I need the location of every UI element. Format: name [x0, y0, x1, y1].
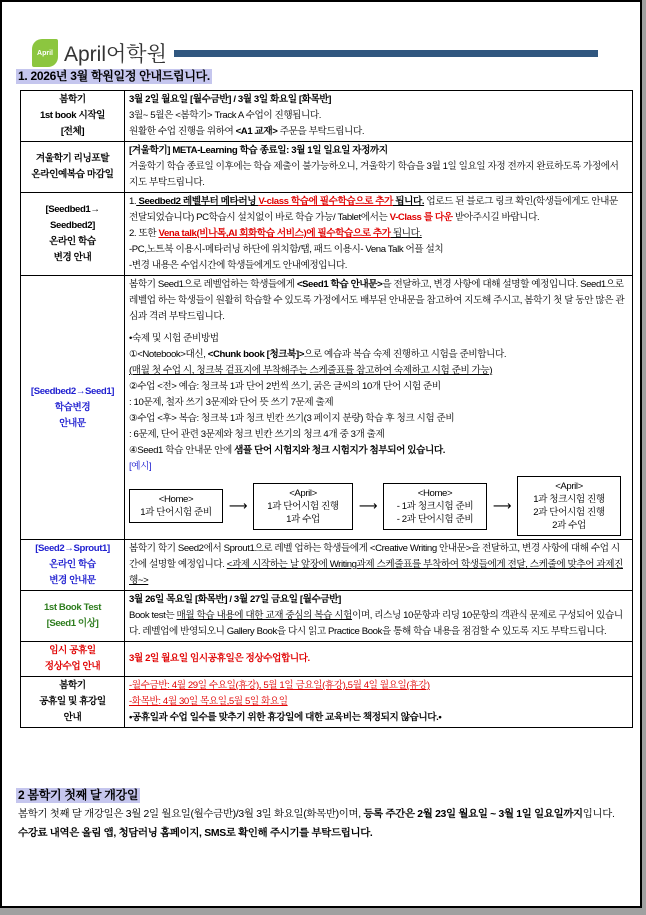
row-content-sprout-change: [125, 540, 633, 591]
text: 매월 학습 내용에 대한 교재 중심의 복습 시험: [176, 610, 353, 621]
holiday-notice: 3월 2일 월요일 임시공휴일은 정상수업합니다.: [129, 653, 310, 664]
label-line: [Seed2→Sprout1]: [35, 543, 110, 554]
flow-title: <Home>: [158, 494, 194, 505]
academy-name: April어학원: [64, 43, 167, 66]
row-label-seed1-change: [21, 276, 125, 540]
label-line: [Seedbed2→Seed1]: [30, 385, 115, 397]
table-row: [21, 142, 633, 193]
row-content-seed1-change: [125, 276, 633, 540]
text: ④Seed1 학습 안내문 안에: [129, 445, 235, 456]
row-content-spring-start: [125, 91, 633, 142]
text: 이며, 리스닝 10문항과 리딩 10문항의 객관식 문제로 구성되어 있습니다. 레벨업에 반영되오니 Gallery Book을 다시 읽고 Practice Book을 통해 학습 내용을 점검할 수 있도록 지도 부탁드립니다.: [129, 610, 623, 637]
flow-line: 1과 청크시험 진행: [533, 494, 605, 505]
flow-title: <April>: [555, 481, 583, 492]
text: 봄학기 학기 Seed2에서 Sprout1으로 레벨 업하는 학생들에게 <Creative Writing 안내문>을 전달하고, 변경 사항에 대해 수업 시간에 설명할 예정입니다.: [129, 543, 620, 570]
deadline-title: [겨울학기] META-Learning 학습 종료일: 3월 1일 일요일 자정까지: [129, 145, 388, 156]
text: 주문을 부탁드립니다.: [277, 126, 365, 137]
row-label-holiday-class: [21, 642, 125, 677]
row-content-holidays: [125, 677, 633, 728]
label-line: [전체]: [60, 126, 85, 137]
book-name: <A1 교재>: [235, 126, 278, 137]
label-line: 1st Book Test: [44, 602, 101, 613]
row-content-winter-deadline: [125, 142, 633, 193]
flow-box-home-2: [383, 483, 487, 530]
header: [32, 38, 167, 68]
arrow-right-icon: ⟶: [492, 498, 512, 513]
registration-period: 등록 주간은 2월 23일 월요일 ~ 3월 1일 일요일까지: [363, 809, 583, 820]
text: 원활한 수업 진행을 위하여: [129, 126, 236, 137]
text: 받아주시길 바랍니다.: [452, 212, 540, 223]
step-1: [129, 347, 628, 363]
text: 됩니다.: [392, 196, 425, 207]
flow-line: 2과 수업: [552, 520, 586, 531]
start-dates: 3월 2일 월요일 [월수금반] / 3월 3일 화요일 [화목반]: [129, 94, 332, 105]
row-content-holiday-class: [125, 642, 633, 677]
label-line: 봄학기: [59, 680, 86, 691]
row-content-seedbed-change: [125, 193, 633, 276]
attachment-note: 샘플 단어 시험지와 청크 시험지가 첨부되어 있습니다.: [234, 445, 446, 456]
step-4: [129, 443, 628, 459]
row-label-holidays: [21, 677, 125, 728]
label-line: 안내문: [59, 417, 86, 429]
text: ①<Notebook>대신,: [129, 349, 208, 360]
label-line: 학습변경: [54, 401, 91, 413]
flow-title: <April>: [289, 487, 317, 499]
schedule-note: <과제 시작하는 날 앞장에 Writing과제 스케줄표를 부착하여 학생들에게 전달, 스케줄에 맞추어 과제진행~>: [129, 559, 623, 586]
label-line: 변경 안내문: [49, 575, 96, 586]
step-2: ②수업 <전> 예습: 청크북 1과 단어 2번씩 쓰기, 굵은 글씨의 10개 단어 시험 준비: [129, 381, 441, 392]
row-label-seedbed-change: [21, 193, 125, 276]
logo-badge-text: April: [37, 49, 53, 57]
text: 업로드 된 블로그 링크 확인(학생들에게도 안내문 전달되었습니다) PC학습시 설치없이 바로 학습 가능/ Tablet에서는: [129, 196, 618, 223]
chunk-book-name: <Chunk book [청크북]>: [207, 349, 305, 360]
tt-holidays: -화목반: 4월 30일 목요일,5월 5일 화요일: [129, 696, 288, 707]
text: 2. 또한: [129, 228, 159, 239]
text: 으로 예습과 복습 숙제 진행하고 시험을 준비합니다.: [304, 349, 507, 360]
row-content-book-test: [125, 591, 633, 642]
label-line: 겨울학기 리닝포탈: [35, 153, 110, 164]
label-line: 공휴일 및 휴강일: [39, 696, 106, 707]
track-info: 3월~ 5월은 <봄학기> Track A 수업이 진행됩니다.: [129, 110, 322, 121]
deadline-text: 겨울학기 학습 종료일 이후에는 학습 제출이 불가능하오니, 겨울학기 학습을 3월 1일 일요일 자정 전까지 완료하도록 가정에서 지도 부탁드립니다.: [129, 161, 619, 188]
row-label-spring-start: [21, 91, 125, 142]
table-row: [21, 193, 633, 276]
row-label-sprout-change: [21, 540, 125, 591]
label-line: 안내: [63, 712, 82, 723]
mwf-holidays: -월수금반: 4월 29일 수요일(휴강), 5월 1일 금요일(휴강),5월 4일 월요일(휴강): [129, 680, 430, 691]
step-3: ③수업 <후> 복습: 청크북 1과 청크 빈칸 쓰기(3 페이지 분량) 학습 후 청크 시험 준비: [129, 413, 455, 424]
table-row: [21, 591, 633, 642]
paragraph-2: [129, 226, 628, 242]
guide-name: <Seed1 학습 안내문>: [296, 279, 383, 290]
test-description: [129, 608, 628, 640]
vclass-highlight: V-class 학습에 필수학습으로 추가: [258, 196, 393, 207]
text: 을 전달하고, 변경 사항에 대해 설명할 예정입니다. Seed1으로 레벨업 하는 학생들이 원활히 학습할 수 있도록 가정에서도 배부된 안내문을 참고하여 지도해 주시고, 봄학기 첫 달 동안 많은 관심과 격려 부탁드립니다.: [129, 279, 625, 322]
section2-body: [18, 805, 624, 843]
test-dates: 3월 26일 목요일 [화목반] / 3월 27일 금요일 [월수금반]: [129, 594, 341, 605]
label-line: 온라인예복습 마감일: [31, 169, 114, 180]
text: 봄학기 Seed1으로 레벨업하는 학생들에게: [129, 279, 297, 290]
table-row: [21, 677, 633, 728]
flow-line: - 2과 단어시험 준비: [396, 513, 474, 525]
flow-box-april-1: [253, 483, 353, 530]
vena-talk-highlight: Vena talk(비나톡,AI 회화학습 서비스)에 필수학습으로 추가: [158, 228, 391, 239]
tuition-note: •공휴일과 수업 일수를 맞추기 위한 휴강일에 대한 교육비는 책정되지 않습니다.•: [129, 712, 442, 723]
flow-line: 1과 단어시험 준비: [140, 507, 212, 518]
label-line: 정상수업 안내: [44, 661, 101, 672]
table-row: [21, 276, 633, 540]
label-line: [Seedbed1→: [45, 204, 100, 215]
step-1-note: (매월 첫 수업 시, 청크북 겉표지에 부착해주는 스케줄표를 참고하여 숙제하고 시험 준비 가능): [129, 365, 493, 376]
flow-line: 2과 단어시험 진행: [533, 507, 605, 518]
tuition-check-note: 수강료 내역은 올림 앱, 청담러닝 홈페이지, SMS로 확인해 주시기를 부탁드립니다.: [18, 828, 373, 839]
flow-title: <Home>: [417, 487, 453, 499]
section1-title: 1. 2026년 3월 학원일정 안내드립니다.: [18, 69, 210, 83]
notice-note: -변경 내용은 수업시간에 학생들에게도 안내예정입니다.: [129, 260, 348, 271]
example-label: [예시]: [129, 461, 152, 472]
header-divider-bar: [174, 50, 598, 57]
label-line: 온라인 학습: [49, 559, 96, 570]
step-3-note: : 6문제, 단어 관련 3문제와 청크 빈칸 쓰기의 청크 4개 중 3개 출제: [129, 429, 385, 440]
flow-line: 1과 수업: [286, 513, 320, 525]
label-line: 1st book 시작일: [39, 110, 106, 121]
section2-title: 2 봄학기 첫째 달 개강일: [18, 788, 139, 802]
text: 됩니다.: [390, 228, 422, 239]
row-label-winter-deadline: [21, 142, 125, 193]
label-line: 봄학기: [59, 94, 86, 105]
april-logo-icon: [32, 39, 58, 67]
flow-box-april-2: [517, 476, 621, 536]
vclass-download-highlight: V-Class 를 다운: [389, 212, 453, 223]
flow-line: - 1과 청크시험 준비: [396, 500, 474, 512]
label-line: [Seed1 이상]: [46, 618, 99, 629]
paragraph-1: [129, 194, 628, 226]
intro-paragraph: [129, 277, 628, 325]
text: Book test는: [129, 610, 177, 621]
book-order-note: [129, 124, 628, 140]
install-note: -PC,노트북 이용시-메타러닝 하단에 위치함/탭, 패드 이용시- Vena Talk 어플 설치: [129, 244, 444, 255]
arrow-right-icon: ⟶: [358, 498, 378, 513]
text: 1.: [129, 196, 137, 207]
step-2-note: : 10문제, 철자 쓰기 3문제와 단어 뜻 쓰기 7문제 출제: [129, 397, 334, 408]
table-row: [21, 540, 633, 591]
study-flow-diagram: [129, 476, 628, 536]
text: Seedbed2 레벨부터 메타러닝: [136, 196, 259, 207]
text: 입니다.: [582, 809, 615, 820]
label-line: 임시 공휴일: [49, 645, 96, 656]
arrow-right-icon: ⟶: [228, 498, 248, 513]
table-row: [21, 91, 633, 142]
label-line: 변경 안내: [53, 252, 92, 263]
label-line: 온라인 학습: [49, 236, 96, 247]
flow-line: 1과 단어시험 진행: [267, 500, 339, 512]
label-line: Seedbed2]: [50, 220, 95, 231]
schedule-table: [20, 90, 633, 728]
table-row: [21, 642, 633, 677]
homework-title: •숙제 및 시험 준비방법: [129, 333, 219, 344]
row-label-book-test: [21, 591, 125, 642]
text: 봄학기 첫째 달 개강일은 3월 2일 월요일(월수금반)/3월 3일 화요일(화목반)이며,: [18, 809, 364, 820]
flow-box-home-1: [129, 489, 223, 523]
